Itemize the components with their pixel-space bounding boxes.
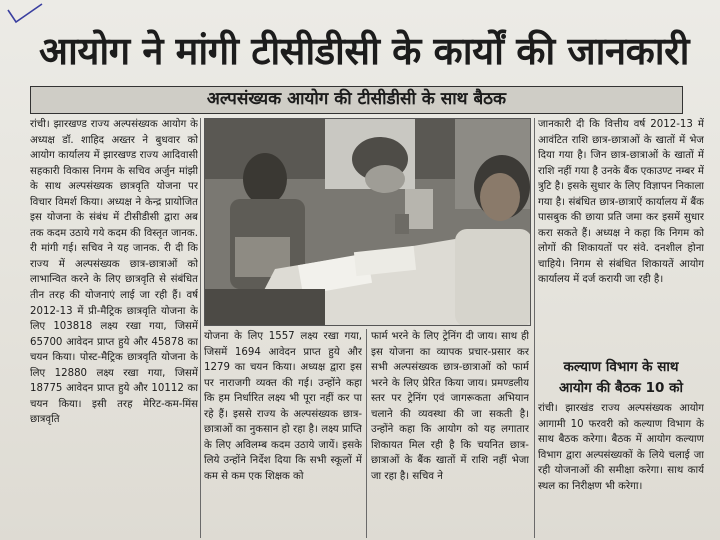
column-divider-1	[200, 118, 201, 538]
article-column-1-text: रांची। झारखण्ड राज्य अल्पसंख्यक आयोग के अध्यक्ष डॉ. शाहिद अख्तर ने बुधवार को आयोग कार्यालय में झारखण्ड राज्य आदिवासी सहकारी विकास निगम के सचिव अर्जुन मांझी के साथ अल्पसंख्यक छात्रवृति योजना पर विचार विमर्श किया। अध्यक्ष ने केन्द्र प्रायोजित इस योजना के संबंध में टीसीडीसी द्वारा अब तक कदम उठाये गये कदम की विस्तृत जानक. री मांगी गई। सचिव ने यह जानक. री दी कि राज्य में अल्पसंख्यक छात्र-छात्राओं को लाभान्वित करने के लिए छात्रवृति से संबंधित तीन तरह की योजनाएं लाई जा रही हैं। वर्ष 2012-13 में प्री-मैट्रिक छात्रवृति योजना के लिए 103818 लक्ष्य रखा गया, जिसमें 65700 आवेदन प्राप्त हुये और 45878 का चयन किया। पोस्ट-मैट्रिक छात्रवृति योजना के लिए 12880 लक्ष्य रखा गया, जिसमें 18775 आवेदन प्राप्त हुये और 10112 का चयन किया। इसी तरह मेरिट-कम-मिंस छात्रवृति	[30, 119, 198, 426]
headline: आयोग ने मांगी टीसीडीसी के कार्यों की जानकारी	[39, 29, 689, 73]
subheadline-box: अल्पसंख्यक आयोग की टीसीडीसी के साथ बैठक	[30, 86, 683, 114]
column-divider-2	[366, 329, 367, 538]
side-headline-line-2: आयोग की बैठक 10 को	[559, 380, 683, 396]
side-story-headline	[536, 357, 706, 403]
side-headline-line-1: कल्याण विभाग के साथ	[563, 359, 679, 375]
article-column-1	[30, 117, 198, 537]
article-column-3	[371, 329, 529, 537]
article-column-2	[204, 329, 362, 537]
article-column-4	[538, 117, 704, 355]
article-column-4-text: जानकारी दी कि वित्तीय वर्ष 2012-13 में आवंटित राशि छात्र-छात्राओं के खातों में भेज दिया गया है। जिन छात्र-छात्राओं के खातों में राशि नहीं गया है उनके बैंक एकाउण्ट नम्बर में त्रुटि है। इसके सुधार के लिए विज्ञापन निकाला गया है। संबंधित छात्र-छात्राऐं कार्यालय में बैंक पासबुक की छाया प्रति जमा कर इसमें सुधार करा सकते हैं। अध्यक्ष ने कहा कि निगम को लोगों की शिकायतों पर संवे. दनशील होना चाहिये। निगम से संबंधित शिकायतें आयोग कार्यालय में दर्ज करायी जा रही है।	[538, 119, 704, 286]
meeting-photo-image	[205, 119, 531, 326]
side-story-body	[538, 401, 704, 537]
article-column-2-text: योजना के लिए 1557 लक्ष्य रखा गया, जिसमें 1694 आवेदन प्राप्त हुये और 1279 का चयन किया। अध्यक्ष द्वारा इस पर नाराजगी व्यक्त की गई। उन्होंने कहा कि हम निर्धारित लक्ष्य भी पूरा नहीं कर पा रहे हैं। इससे राज्य के अल्पसंख्यक छात्र-छात्राओं का नुकसान हो रहा है। लक्ष्य प्राप्ति के लिए अविलम्ब कदम उठाये जायें। इसके लिये उन्होंने निर्देश दिया कि सभी स्कूलों में कम से कम एक शिक्षक को	[204, 331, 362, 482]
article-column-3-text: फार्म भरने के लिए ट्रेनिंग दी जाय। साथ ही इस योजना का व्यापक प्रचार-प्रसार कर सभी अल्पसंख्यक छात्र-छात्राओं को फार्म भरने के लिए प्रेरित किया जाय। प्रमण्डलीय स्तर पर ट्रेनिंग एवं जागरूकता अभियान चलाने की व्यवस्था की जा सकती है। उन्होंने कहा कि आयोग को यह लगातार शिकायत मिल रही है कि चयनित छात्र-छात्राओं के बैंक खातों में राशि नहीं भेजा जा रहा है। सचिव ने	[371, 331, 529, 482]
side-story-text: रांची। झारखंड राज्य अल्पसंख्यक आयोग आगामी 10 फरवरी को कल्याण विभाग के साथ बैठक करेगा। बैठक में आयोग कल्याण विभाग द्वारा अल्पसंख्यकों के लिये चलाई जा रही योजनाओं की समीक्षा करेगा। साथ कार्य स्थल का निरीक्षण भी करेगा।	[538, 403, 704, 492]
column-divider-3	[534, 118, 535, 538]
meeting-photo	[204, 118, 531, 326]
